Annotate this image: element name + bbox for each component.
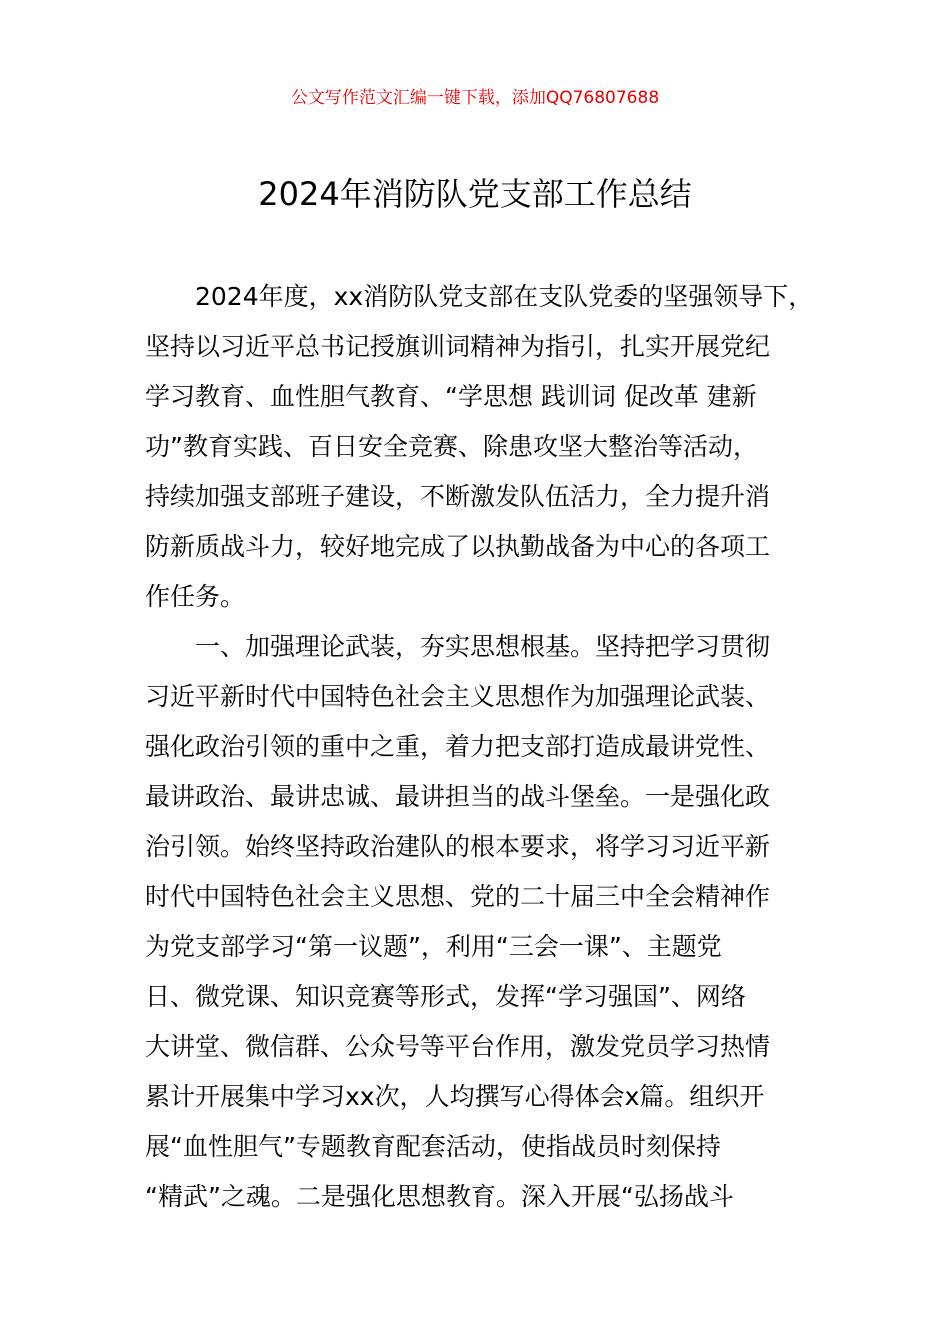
paragraph-line: 展“血性胆气”专题教育配套活动，使指战员时刻保持 xyxy=(145,1132,721,1161)
download-notice: 公文写作范文汇编一键下载，添加QQ76807688 xyxy=(290,88,660,108)
paragraph-line: 累计开展集中学习xx次，人均撰写心得体会x篇。组织开 xyxy=(145,1082,765,1111)
paragraph-line: 作任务。 xyxy=(145,582,246,611)
paragraph-line: 持续加强支部班子建设，不断激发队伍活力，全力提升消 xyxy=(145,482,771,511)
document-title: 2024年消防队党支部工作总结 xyxy=(258,175,692,213)
paragraph-line: 治引领。始终坚持政治建队的根本要求，将学习习近平新 xyxy=(145,832,771,861)
paragraph-line: 功”教育实践、百日安全竞赛、除患攻坚大整治等活动， xyxy=(145,432,758,461)
paragraph-line: 最讲政治、最讲忠诚、最讲担当的战斗堡垒。一是强化政 xyxy=(145,782,771,811)
paragraph-line: 时代中国特色社会主义思想、党的二十届三中全会精神作 xyxy=(145,882,771,911)
paragraph-line: 大讲堂、微信群、公众号等平台作用，激发党员学习热情 xyxy=(145,1032,771,1061)
paragraph-line: 为党支部学习“第一议题”，利用“三会一课”、主题党 xyxy=(145,932,722,961)
paragraph-line: 日、微党课、知识竞赛等形式，发挥“学习强国”、网络 xyxy=(145,982,746,1011)
paragraph-line: 强化政治引领的重中之重，着力把支部打造成最讲党性、 xyxy=(145,732,771,761)
paragraph-line: 防新质战斗力，较好地完成了以执勤战备为中心的各项工 xyxy=(145,532,771,561)
document-body xyxy=(145,272,845,1222)
paragraph-line: 2024年度，xx消防队党支部在支队党委的坚强领导下， xyxy=(195,282,814,311)
paragraph-line: 学习教育、血性胆气教育、“学思想 践训词 促改革 建新 xyxy=(145,382,757,411)
paragraph-line: “精武”之魂。二是强化思想教育。深入开展“弘扬战斗 xyxy=(145,1182,734,1211)
paragraph-line: 一、加强理论武装，夯实思想根基。坚持把学习贯彻 xyxy=(195,632,771,661)
paragraph-line: 坚持以习近平总书记授旗训词精神为指引，扎实开展党纪 xyxy=(145,332,771,361)
paragraph-line: 习近平新时代中国特色社会主义思想作为加强理论武装、 xyxy=(145,682,771,711)
